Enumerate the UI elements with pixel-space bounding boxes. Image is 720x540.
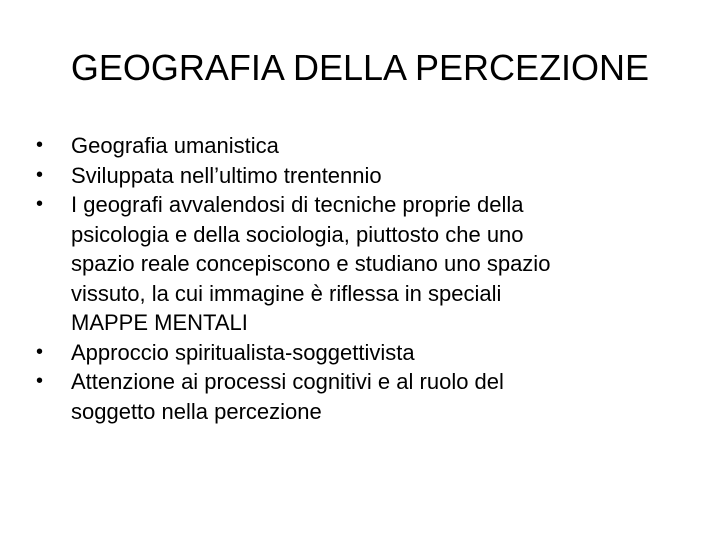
bullet-line: Approccio spiritualista-soggettivista [71, 339, 415, 365]
bullet-icon: • [36, 163, 44, 186]
bullet-item [36, 367, 656, 426]
bullet-icon: • [36, 370, 44, 392]
bullet-line: soggetto nella percezione [71, 398, 322, 424]
bullet-icon: • [36, 134, 44, 156]
bullet-line: Attenzione ai processi cognitivi e al ruolo del [71, 369, 504, 394]
bullet-item [36, 131, 656, 161]
bullet-item [36, 161, 656, 191]
bullet-line: Sviluppata nell’ultimo trentennio [71, 162, 382, 188]
bullet-line: Geografia umanistica [71, 133, 279, 158]
bullet-list [36, 131, 656, 426]
slide-title: GEOGRAFIA DELLA PERCEZIONE [70, 47, 650, 88]
bullet-item [36, 190, 656, 338]
bullet-icon: • [36, 193, 44, 215]
bullet-line: vissuto, la cui immagine è riflessa in speciali [71, 280, 502, 306]
bullet-icon: • [36, 340, 44, 363]
bullet-line: spazio reale concepiscono e studiano uno spazio [71, 251, 551, 276]
bullet-item [36, 338, 656, 368]
bullet-line: psicologia e della sociologia, piuttosto che uno [71, 221, 524, 247]
bullet-line: I geografi avvalendosi di tecniche proprie della [71, 192, 524, 217]
bullet-line: MAPPE MENTALI [71, 310, 248, 335]
